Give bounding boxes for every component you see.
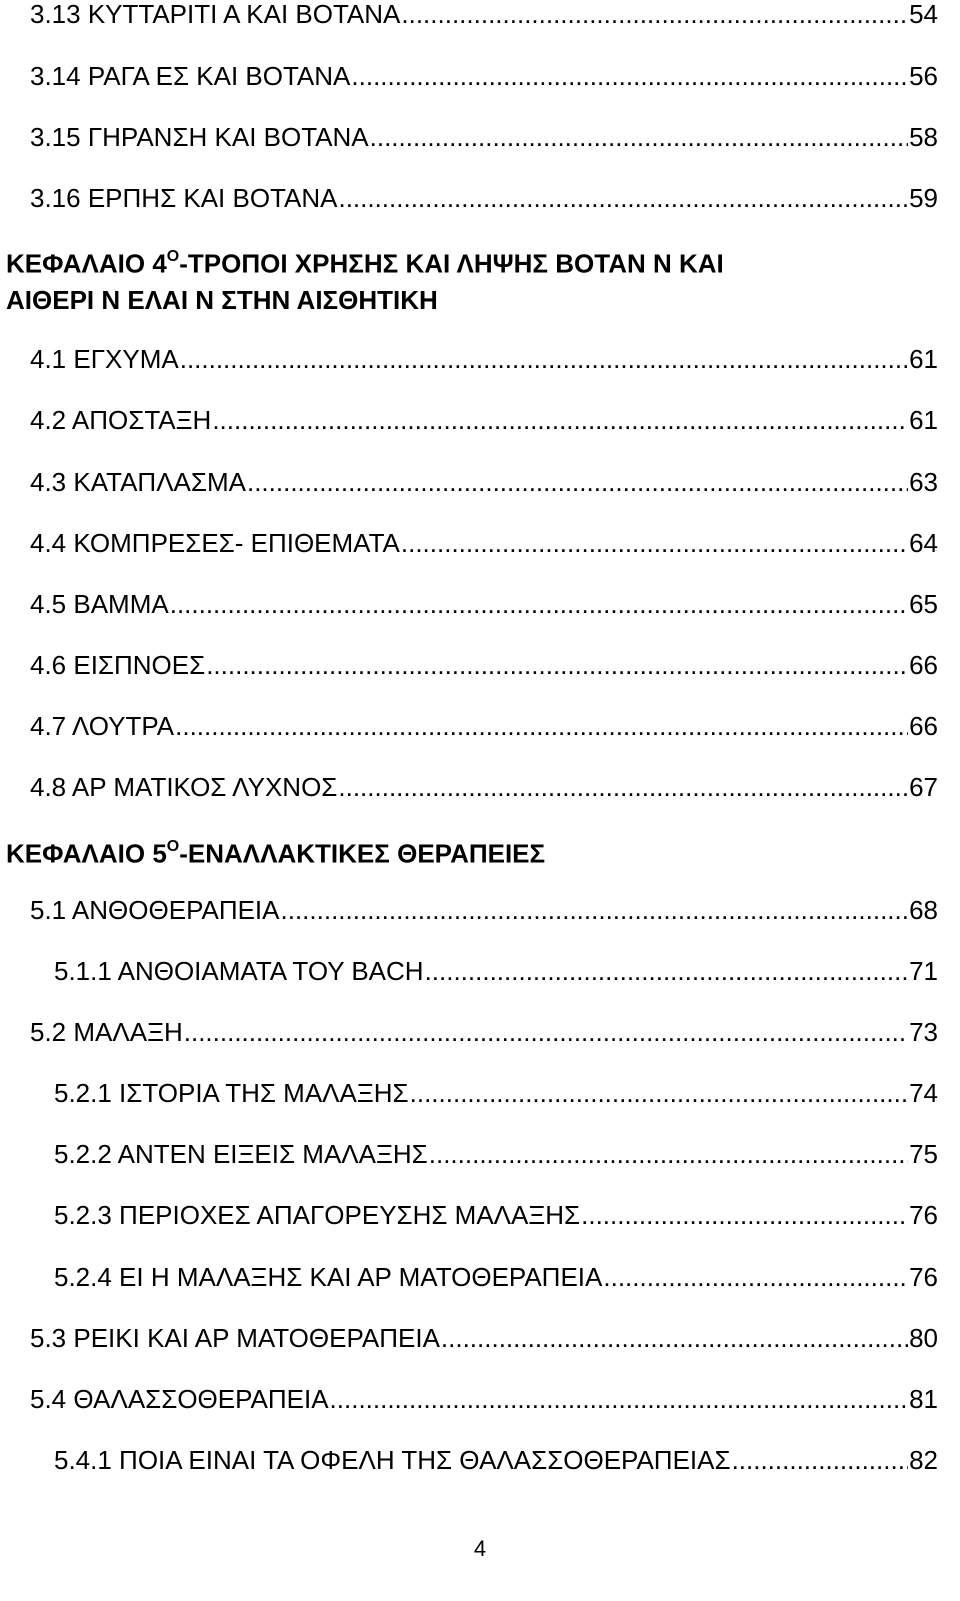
chapter-heading-text: ΚΕΦΑΛΑΙΟ 5 (6, 838, 167, 869)
toc-leader (410, 1075, 908, 1111)
toc-entry[interactable] (30, 58, 938, 94)
toc-entry[interactable] (30, 708, 938, 744)
toc-entry[interactable] (54, 1136, 938, 1172)
toc-leader (441, 1320, 908, 1356)
toc-entry[interactable] (54, 953, 938, 989)
toc-entry-page: 82 (909, 1445, 938, 1475)
toc-entry-page: 56 (909, 61, 938, 91)
toc-entry[interactable] (54, 1197, 938, 1233)
toc-entry[interactable] (30, 341, 938, 377)
toc-leader (351, 58, 908, 94)
toc-entry[interactable] (30, 1014, 938, 1050)
toc-entry[interactable] (54, 1259, 938, 1295)
ordinal-superscript: Ο (166, 838, 180, 855)
toc-entry-page: 75 (909, 1139, 938, 1169)
toc-entry-page: 76 (909, 1200, 938, 1230)
toc-leader (429, 1136, 908, 1172)
chapter-heading-text: -ΤΡΟΠΟΙ ΧΡΗΣΗΣ ΚΑΙ ΛΗΨΗΣ ΒΟΤΑΝ Ν ΚΑΙ (179, 248, 724, 279)
toc-leader (581, 1197, 908, 1233)
toc-leader (170, 586, 908, 622)
toc-entry-label: 5.2.3 ΠΕΡΙΟΧΕΣ ΑΠΑΓΟΡΕΥΣΗΣ ΜΑΛΑΞΗΣ (54, 1200, 581, 1230)
toc-entry-page: 81 (909, 1384, 938, 1414)
toc-entry-page: 54 (909, 0, 938, 29)
toc-entry-label: 5.4.1 ΠΟΙΑ ΕΙΝΑΙ ΤΑ ΟΦΕΛΗ ΤΗΣ ΘΑΛΑΣΣΟΘΕΡΑΠΕΙΑΣ (54, 1445, 731, 1475)
toc-leader (401, 525, 908, 561)
toc-entry-page: 68 (909, 895, 938, 925)
page-number: 4 (473, 1536, 487, 1561)
toc-entry-label: 5.2.4 ΕΙ Η ΜΑΛΑΞΗΣ ΚΑΙ ΑΡ ΜΑΤΟΘΕΡΑΠΕΙΑ (54, 1262, 603, 1292)
toc-entry[interactable] (30, 464, 938, 500)
toc-entry-page: 61 (909, 344, 938, 374)
toc-leader (247, 464, 908, 500)
toc-entry[interactable] (54, 1442, 938, 1478)
toc-entry[interactable] (54, 1075, 938, 1111)
toc-entry[interactable] (30, 586, 938, 622)
toc-entry-label: 5.2.2 ΑΝΤΕΝ ΕΙΞΕΙΣ ΜΑΛΑΞΗΣ (54, 1139, 428, 1169)
toc-entry[interactable] (30, 402, 938, 438)
toc-entry-label: 4.4 ΚΟΜΠΡΕΣΕΣ- ΕΠΙΘΕΜΑΤΑ (30, 528, 400, 558)
ordinal-superscript: Ο (166, 248, 180, 265)
chapter-heading-text: ΚΕΦΑΛΑΙΟ 4 (6, 248, 167, 279)
toc-entry-page: 65 (909, 589, 938, 619)
toc-entry[interactable] (30, 1320, 938, 1356)
toc-leader (425, 953, 909, 989)
toc-leader (338, 769, 908, 805)
toc-entry-label: 5.2.1 ΙΣΤΟΡΙΑ ΤΗΣ ΜΑΛΑΞΗΣ (54, 1078, 409, 1108)
toc-entry[interactable] (30, 0, 938, 32)
chapter-heading-4[interactable] (6, 241, 724, 277)
toc-leader (338, 180, 908, 216)
toc-entry-label: 5.1.1 ΑΝΘΟΙΑΜΑΤΑ ΤΟΥ BACH (54, 956, 424, 986)
toc-leader (212, 402, 908, 438)
toc-entry[interactable] (30, 1381, 938, 1417)
toc-entry-page: 63 (909, 467, 938, 497)
toc-entry[interactable] (30, 892, 938, 928)
toc-leader (603, 1259, 908, 1295)
toc-entry-label: 5.3 ΡΕΙΚΙ ΚΑΙ ΑΡ ΜΑΤΟΘΕΡΑΠΕΙΑ (30, 1323, 440, 1353)
toc-entry[interactable] (30, 769, 938, 805)
toc-entry-page: 66 (909, 711, 938, 741)
toc-entry-label: 4.8 ΑΡ ΜΑΤΙΚΟΣ ΛΥΧΝΟΣ (30, 772, 338, 802)
toc-leader (175, 708, 908, 744)
toc-leader (206, 647, 908, 683)
toc-entry-label: 4.1 ΕΓΧΥΜΑ (30, 344, 179, 374)
toc-leader (370, 119, 908, 155)
toc-leader (401, 0, 908, 32)
toc-entry-label: 3.16 ΕΡΠΗΣ ΚΑΙ ΒΟΤΑΝΑ (30, 183, 338, 213)
toc-entry-label: 4.2 ΑΠΟΣΤΑΞΗ (30, 405, 212, 435)
toc-entry-page: 59 (909, 183, 938, 213)
toc-entry-label: 3.13 ΚΥΤΤΑΡΙΤΙ Α ΚΑΙ ΒΟΤΑΝΑ (30, 0, 401, 29)
toc-leader (281, 892, 909, 928)
toc-leader (184, 1014, 908, 1050)
toc-entry-page: 58 (909, 122, 938, 152)
toc-entry-label: 3.15 ΓΗΡΑΝΣΗ ΚΑΙ ΒΟΤΑΝΑ (30, 122, 369, 152)
toc-entry[interactable] (30, 525, 938, 561)
toc-entry-label: 3.14 ΡΑΓΑ ΕΣ ΚΑΙ ΒΟΤΑΝΑ (30, 61, 351, 91)
toc-leader (180, 341, 908, 377)
toc-entry-page: 61 (909, 405, 938, 435)
toc-entry-page: 74 (909, 1078, 938, 1108)
chapter-heading-4-continued (6, 282, 438, 318)
toc-entry-page: 80 (909, 1323, 938, 1353)
toc-entry-label: 4.7 ΛΟΥΤΡΑ (30, 711, 175, 741)
toc-entry[interactable] (30, 180, 938, 216)
toc-entry-label: 5.1 ΑΝΘΟΘΕΡΑΠΕΙΑ (30, 895, 280, 925)
toc-entry-label: 4.3 ΚΑΤΑΠΛΑΣΜΑ (30, 467, 246, 497)
toc-entry-page: 76 (909, 1262, 938, 1292)
toc-entry[interactable] (30, 647, 938, 683)
toc-entry-label: 4.5 ΒΑΜΜΑ (30, 589, 169, 619)
toc-entry-page: 71 (909, 956, 938, 986)
toc-entry-page: 66 (909, 650, 938, 680)
toc-entry-label: 5.2 ΜΑΛΑΞΗ (30, 1017, 183, 1047)
chapter-heading-text: -ΕΝΑΛΛΑΚΤΙΚΕΣ ΘΕΡΑΠΕΙΕΣ (179, 838, 546, 869)
toc-leader (732, 1442, 909, 1478)
chapter-heading-text: ΑΙΘΕΡΙ Ν ΕΛΑΙ Ν ΣΤΗΝ ΑΙΣΘΗΤΙΚΗ (6, 285, 438, 315)
toc-entry[interactable] (30, 119, 938, 155)
toc-leader (330, 1381, 909, 1417)
chapter-heading-5[interactable] (6, 831, 545, 867)
toc-entry-page: 64 (909, 528, 938, 558)
toc-entry-label: 5.4 ΘΑΛΑΣΣΟΘΕΡΑΠΕΙΑ (30, 1384, 329, 1414)
toc-entry-label: 4.6 ΕΙΣΠΝΟΕΣ (30, 650, 206, 680)
toc-entry-page: 73 (909, 1017, 938, 1047)
toc-entry-page: 67 (909, 772, 938, 802)
